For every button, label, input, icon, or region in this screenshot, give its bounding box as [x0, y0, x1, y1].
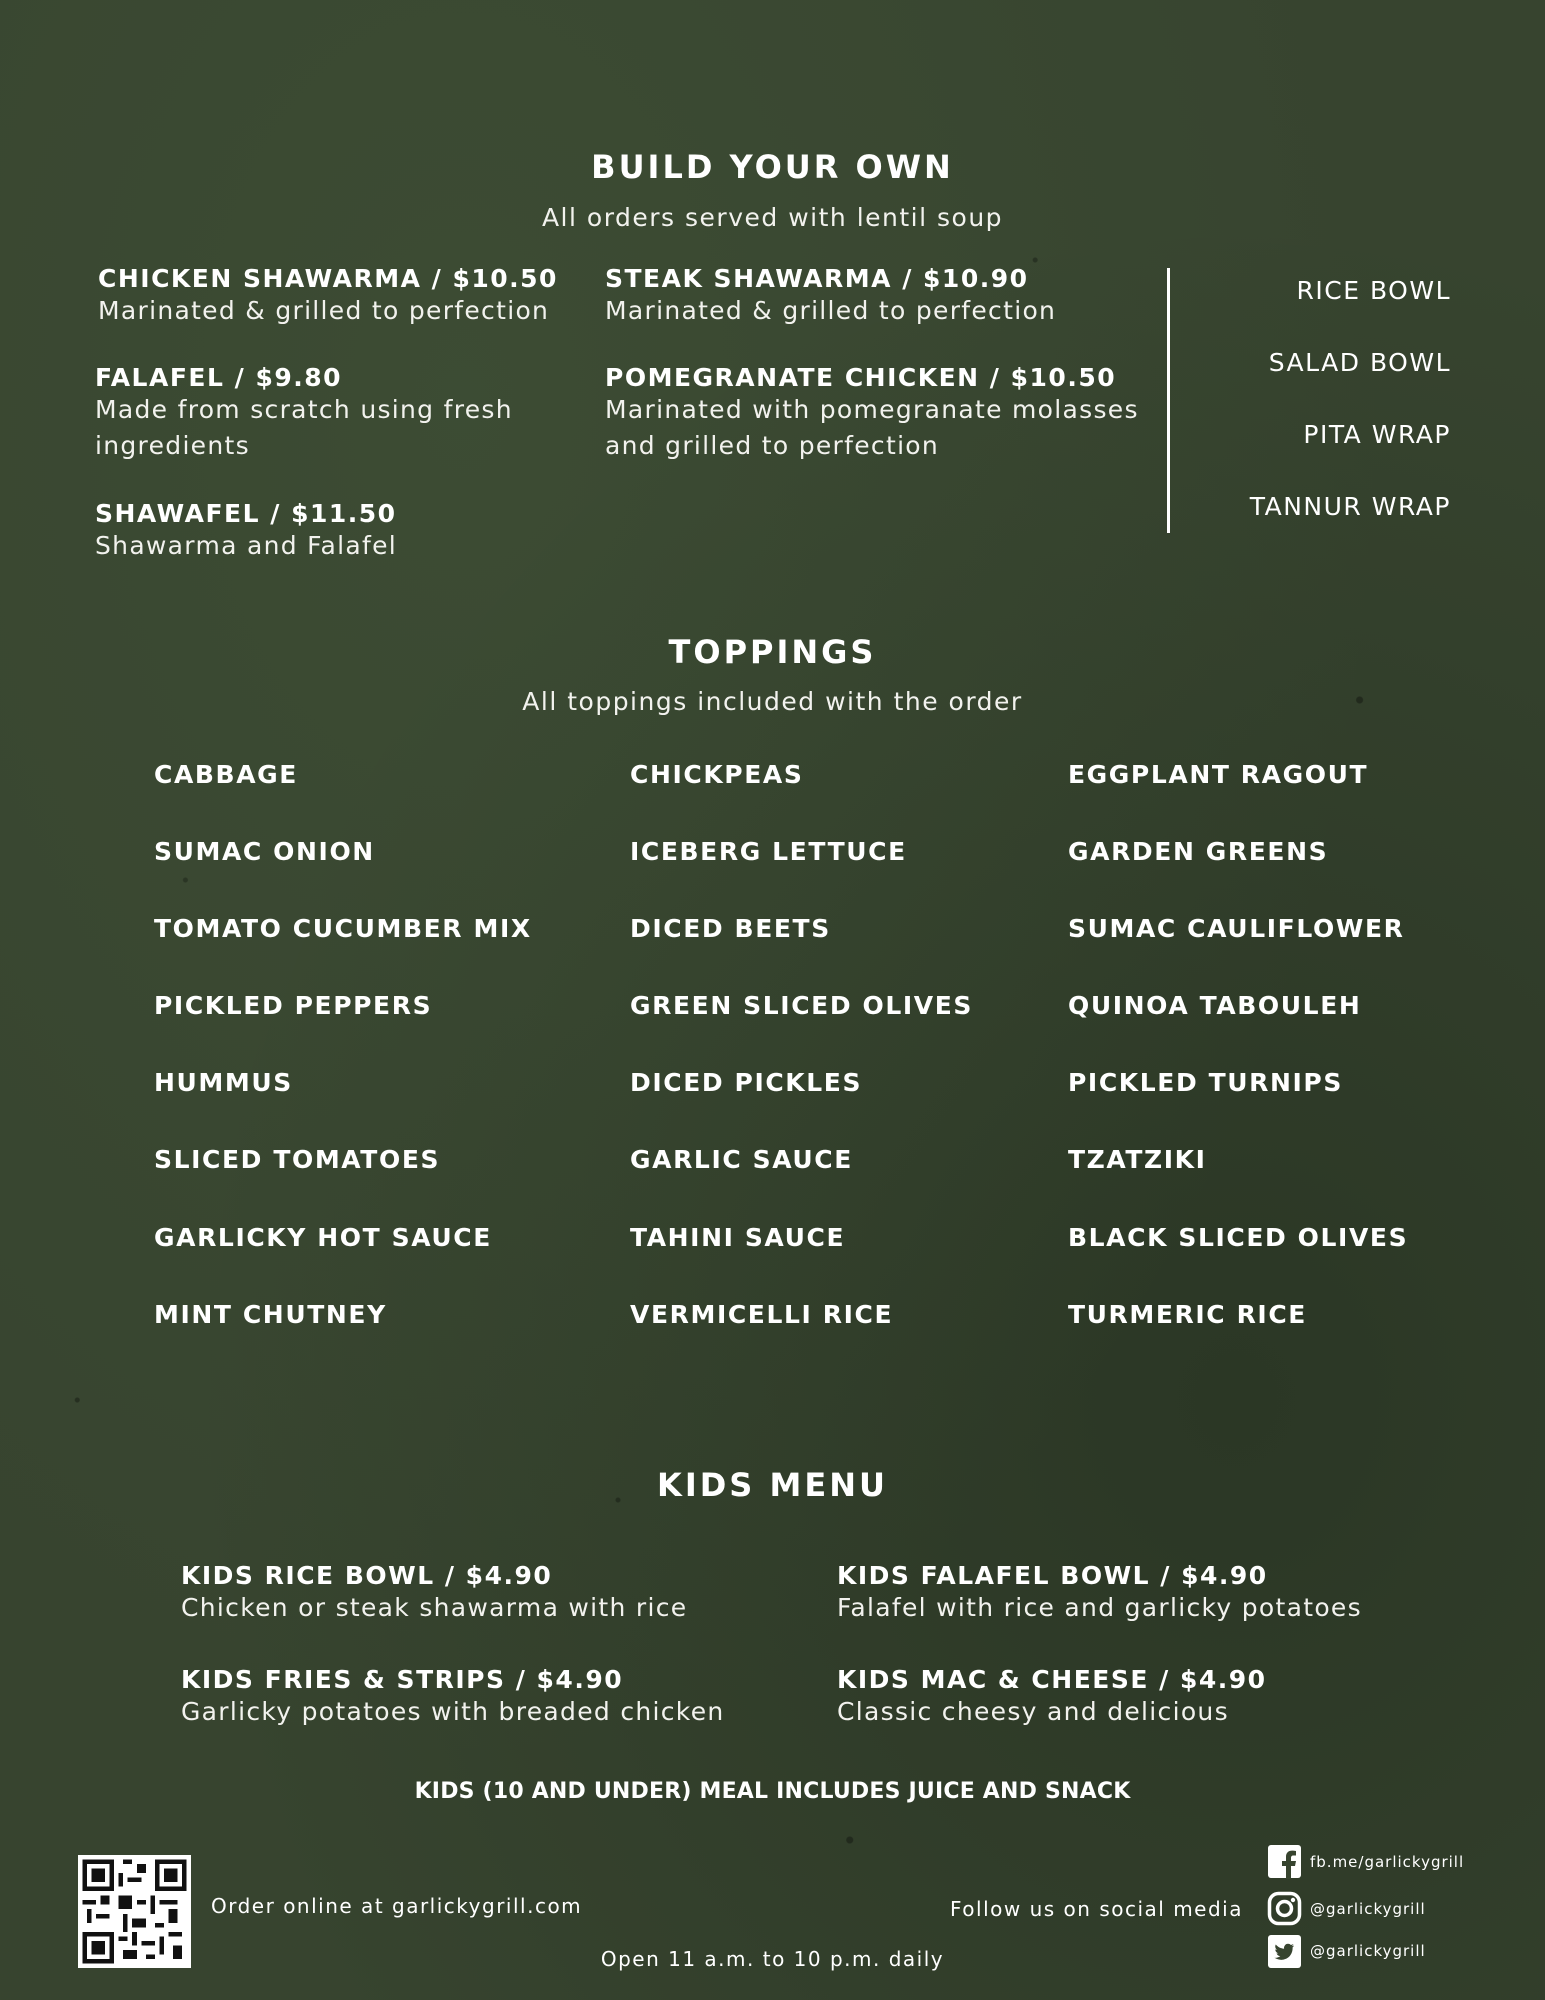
topping-item: TOMATO CUCUMBER MIX — [154, 914, 532, 943]
item-title: KIDS MAC & CHEESE / $4.90 — [837, 1665, 1267, 1694]
instagram-handle[interactable]: @garlickygrill — [1310, 1900, 1426, 1918]
option-salad-bowl: SALAD BOWL — [1268, 348, 1451, 377]
topping-item: EGGPLANT RAGOUT — [1068, 760, 1369, 789]
topping-item: MINT CHUTNEY — [154, 1300, 387, 1329]
option-rice-bowl: RICE BOWL — [1296, 276, 1451, 305]
item-title: POMEGRANATE CHICKEN / $10.50 — [605, 363, 1117, 392]
kids-item-mac-cheese — [837, 1665, 1477, 1730]
item-description: Chicken or steak shawarma with rice — [181, 1593, 688, 1622]
menu-item-pomegranate-chicken — [605, 363, 1160, 464]
facebook-icon[interactable] — [1267, 1844, 1302, 1879]
menu-item-falafel — [95, 363, 565, 464]
menu-item-chicken-shawarma — [98, 264, 568, 329]
follow-social-text: Follow us on social media — [950, 1897, 1243, 1921]
kids-item-rice-bowl — [181, 1561, 801, 1626]
option-tannur-wrap: TANNUR WRAP — [1249, 492, 1451, 521]
item-title: SHAWAFEL / $11.50 — [95, 499, 397, 528]
kids-meal-note: KIDS (10 AND UNDER) MEAL INCLUDES JUICE AND SNACK — [414, 1779, 1131, 1804]
build-your-own-subtitle: All orders served with lentil soup — [541, 203, 1004, 232]
item-title: STEAK SHAWARMA / $10.90 — [605, 264, 1029, 293]
topping-item: SLICED TOMATOES — [154, 1145, 441, 1174]
kids-item-falafel-bowl — [837, 1561, 1477, 1626]
item-description: Marinated & grilled to perfection — [605, 296, 1057, 325]
topping-item: GARDEN GREENS — [1068, 837, 1329, 866]
topping-item: GARLICKY HOT SAUCE — [154, 1223, 492, 1252]
item-description: Marinated & grilled to perfection — [98, 296, 550, 325]
topping-item: CHICKPEAS — [630, 760, 804, 789]
topping-item: VERMICELLI RICE — [630, 1300, 894, 1329]
kids-item-fries-strips — [181, 1665, 801, 1730]
topping-item: BLACK SLICED OLIVES — [1068, 1223, 1409, 1252]
twitter-handle[interactable]: @garlickygrill — [1310, 1942, 1426, 1960]
topping-item: GREEN SLICED OLIVES — [630, 991, 973, 1020]
order-online-text[interactable]: Order online at garlickygrill.com — [211, 1894, 583, 1918]
kids-menu-heading: KIDS MENU — [657, 1466, 888, 1504]
topping-item: SUMAC ONION — [154, 837, 375, 866]
topping-item: TAHINI SAUCE — [630, 1223, 846, 1252]
toppings-subtitle: All toppings included with the order — [522, 687, 1023, 716]
instagram-icon[interactable] — [1267, 1891, 1302, 1926]
topping-item: DICED BEETS — [630, 914, 831, 943]
topping-item: QUINOA TABOULEH — [1068, 991, 1362, 1020]
item-description: Marinated with pomegranate molasses and grilled to perfection — [605, 395, 1139, 460]
topping-item: PICKLED PEPPERS — [154, 991, 433, 1020]
topping-item: CABBAGE — [154, 760, 298, 789]
topping-item: GARLIC SAUCE — [630, 1145, 853, 1174]
facebook-handle[interactable]: fb.me/garlickygrill — [1310, 1853, 1465, 1871]
menu-item-steak-shawarma — [605, 264, 1145, 329]
topping-item: ICEBERG LETTUCE — [630, 837, 907, 866]
toppings-heading: TOPPINGS — [668, 633, 877, 671]
option-pita-wrap: PITA WRAP — [1303, 420, 1451, 449]
item-description: Falafel with rice and garlicky potatoes — [837, 1593, 1362, 1622]
topping-item: PICKLED TURNIPS — [1068, 1068, 1343, 1097]
twitter-icon[interactable] — [1267, 1934, 1302, 1969]
item-description: Classic cheesy and delicious — [837, 1697, 1229, 1726]
item-title: KIDS RICE BOWL / $4.90 — [181, 1561, 553, 1590]
item-description: Garlicky potatoes with breaded chicken — [181, 1697, 725, 1726]
item-title: KIDS FALAFEL BOWL / $4.90 — [837, 1561, 1268, 1590]
topping-item: TZATZIKI — [1068, 1145, 1207, 1174]
item-title: FALAFEL / $9.80 — [95, 363, 343, 392]
topping-item: SUMAC CAULIFLOWER — [1068, 914, 1405, 943]
topping-item: HUMMUS — [154, 1068, 293, 1097]
hours-text: Open 11 a.m. to 10 p.m. daily — [600, 1947, 945, 1971]
menu-item-shawafel — [95, 499, 565, 564]
item-title: CHICKEN SHAWARMA / $10.50 — [98, 264, 558, 293]
item-description: Shawarma and Falafel — [95, 531, 398, 560]
build-your-own-heading: BUILD YOUR OWN — [591, 148, 954, 186]
topping-item: DICED PICKLES — [630, 1068, 863, 1097]
item-title: KIDS FRIES & STRIPS / $4.90 — [181, 1665, 624, 1694]
item-description: Made from scratch using fresh ingredients — [95, 395, 513, 460]
topping-item: TURMERIC RICE — [1068, 1300, 1307, 1329]
